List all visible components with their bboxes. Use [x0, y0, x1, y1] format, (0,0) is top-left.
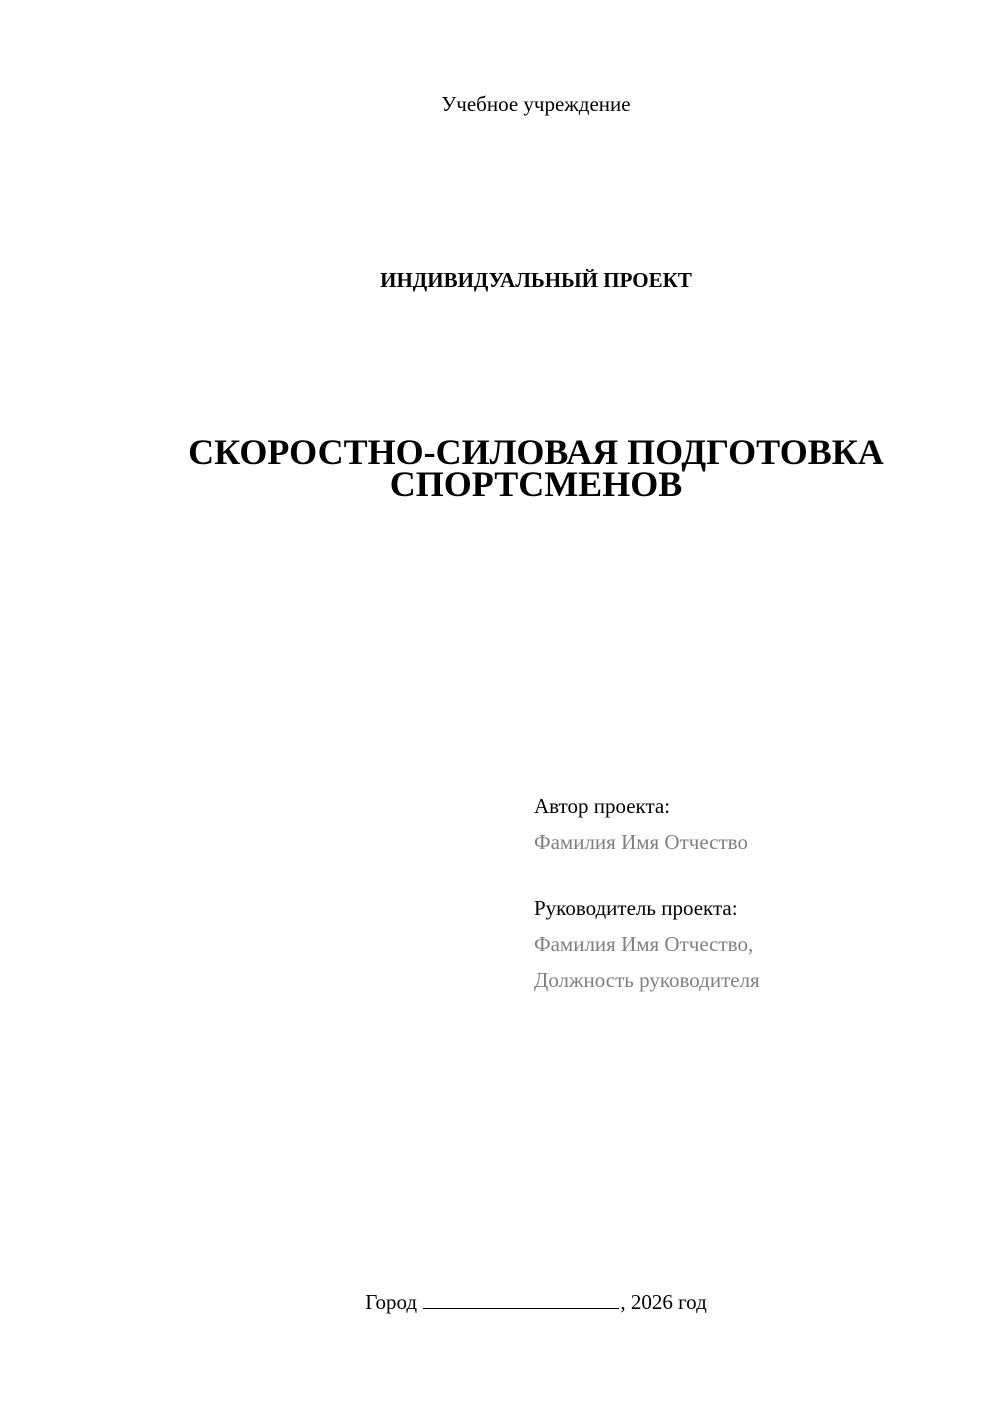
info-spacer [534, 860, 760, 890]
document-type: ИНДИВИДУАЛЬНЫЙ ПРОЕКТ [380, 268, 692, 292]
city-label: Город [365, 1290, 418, 1314]
supervisor-position-placeholder: Должность руководителя [534, 968, 760, 992]
footer-city-year [0, 1290, 1000, 1315]
project-info-block [534, 788, 760, 998]
project-title-line-2: СПОРТСМЕНОВ [389, 464, 683, 504]
institution-name: Учебное учреждение [441, 92, 631, 116]
city-blank-line [423, 1290, 619, 1309]
year-text: , 2026 год [620, 1290, 707, 1314]
project-title-line-1: СКОРОСТНО-СИЛОВАЯ ПОДГОТОВКА [188, 432, 884, 472]
project-title [0, 432, 1000, 504]
author-name-placeholder: Фамилия Имя Отчество [534, 830, 748, 854]
supervisor-name-placeholder: Фамилия Имя Отчество, [534, 932, 754, 956]
author-label: Автор проекта: [534, 794, 671, 818]
supervisor-label: Руководитель проекта: [534, 896, 738, 920]
